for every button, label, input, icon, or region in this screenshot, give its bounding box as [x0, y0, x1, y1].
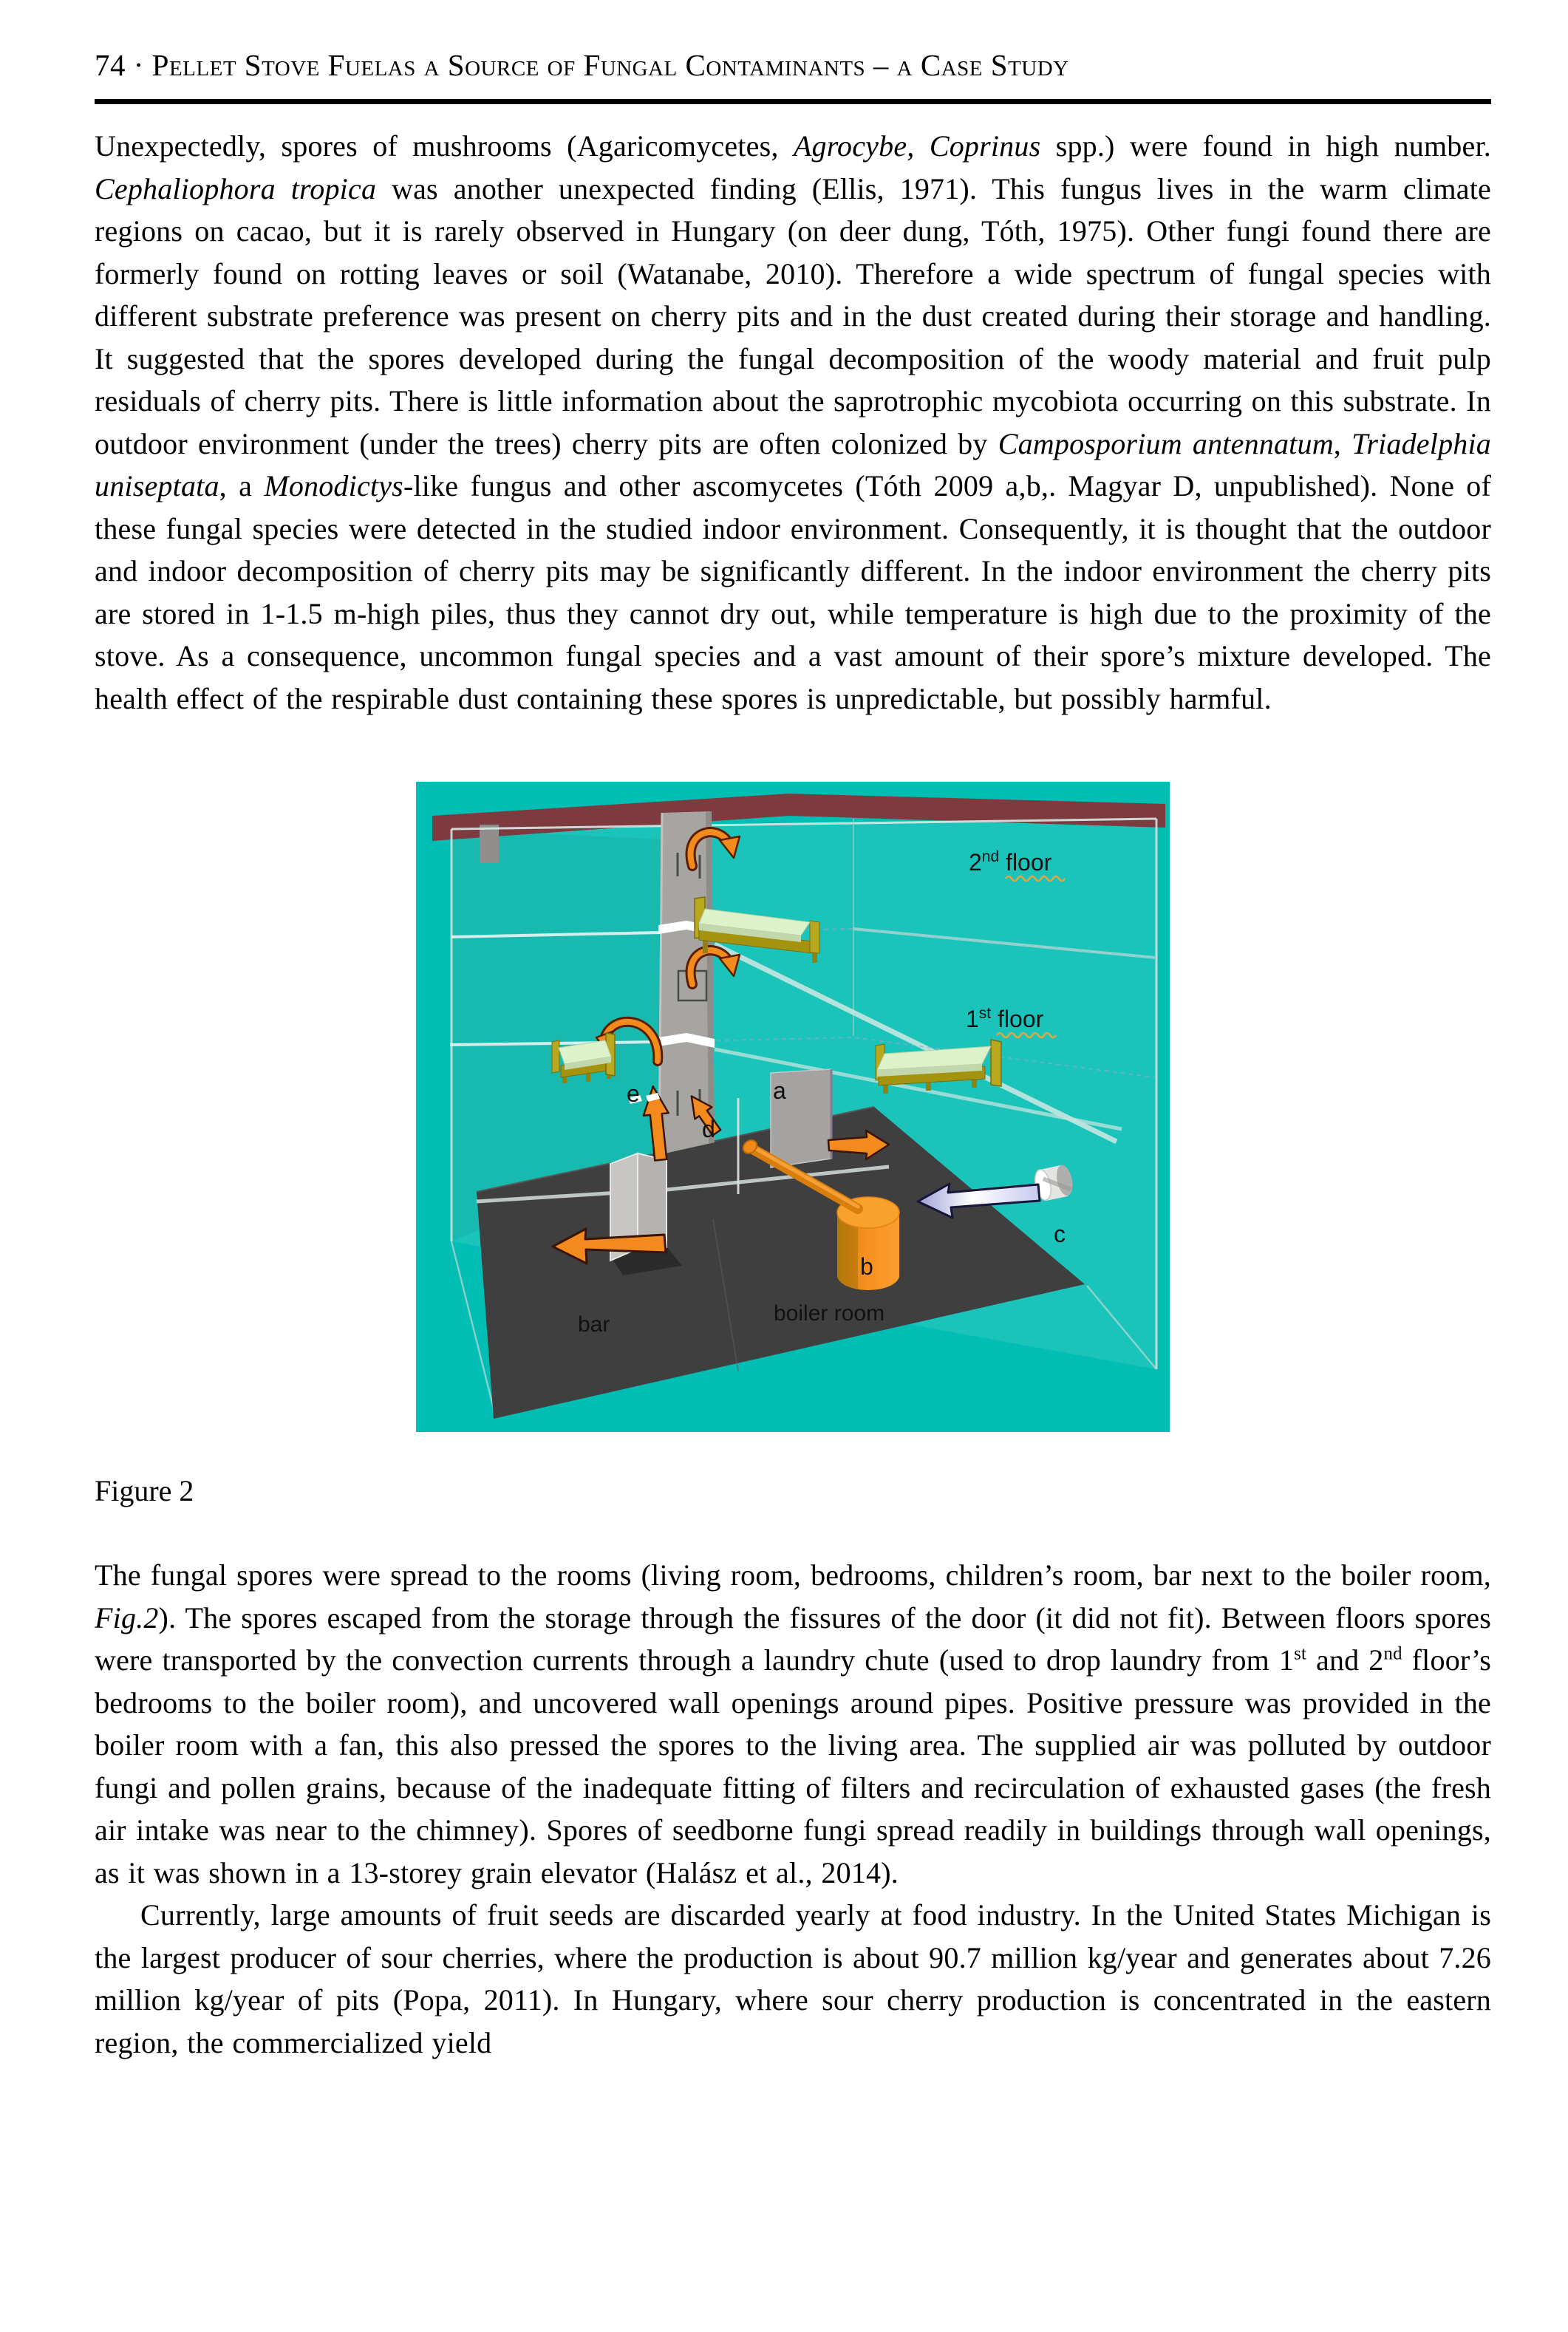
label-d: d: [702, 1116, 715, 1142]
figure-2-illustration: [416, 782, 1170, 1432]
figure-caption: Figure 2: [95, 1474, 194, 1507]
paragraph-2: The fungal spores were spread to the rooms (living room, bedrooms, children’s room, bar next to the boiler room, Fig.2). The spores escaped from the storage through the fissures of the door (it did not fit). Between floors spores were transported by the convection currents through a laundry chute (used to drop laundry from 1st and 2nd floor’s bedrooms to the boiler room), and uncovered wall openings around pipes. Positive pressure was provided in the boiler room with a fan, this also pressed the spores to the living area. The supplied air was polluted by outdoor fungi and pollen grains, because of the inadequate fitting of filters and recirculation of exhausted gases (the fresh air intake was near to the chimney). Spores of seedborne fungi spread readily in buildings through wall openings, as it was shown in a 13-storey grain elevator (Halász et al., 2014).: [95, 1558, 1491, 1889]
label-a: a: [773, 1077, 786, 1104]
label-1st-floor: 1st floor: [966, 1005, 1044, 1032]
label-b: b: [860, 1253, 873, 1280]
label-c: c: [1054, 1221, 1066, 1247]
label-2nd-floor: 2nd floor: [969, 848, 1052, 876]
figure-2: [416, 782, 1170, 1432]
paragraph-3: Currently, large amounts of fruit seeds are discarded yearly at food industry. In the United States Michigan is the largest producer of sour cherries, where the production is about 90.7 million kg/year and generates about 7.26 million kg/year of pits (Popa, 2011). In Hungary, where sour cherry production is concentrated in the eastern region, the commercialized yield: [95, 1898, 1491, 2059]
label-boiler-room: boiler room: [774, 1301, 885, 1326]
running-header: 74 · Pellet Stove Fuelas a Source of Fungal Contaminants – a Case Study: [95, 48, 1069, 82]
header-rule: [95, 99, 1491, 104]
label-e: e: [627, 1080, 640, 1107]
paragraph-1: Unexpectedly, spores of mushrooms (Agaricomycetes, Agrocybe, Coprinus spp.) were found in high number. Cephaliophora tropica was another unexpected finding (Ellis, 1971). This fungus lives in the warm climate regions on cacao, but it is rarely observed in Hungary (on deer dung, Tóth, 1975). Other fungi found there are formerly found on rotting leaves or soil (Watanabe, 2010). Therefore a wide spectrum of fungal species with different substrate preference was present on cherry pits and in the dust created during their storage and handling. It suggested that the spores developed during the fungal decomposition of the woody material and fruit pulp residuals of cherry pits. There is little information about the saprotrophic mycobiota occurring on this substrate. In outdoor environment (under the trees) cherry pits are often colonized by Camposporium antennatum, Triadelphia uniseptata, a Monodictys-like fungus and other ascomycetes (Tóth 2009 a,b,. Magyar D, unpublished). None of these fungal species were detected in the studied indoor environment. Consequently, it is thought that the outdoor and indoor decomposition of cherry pits may be significantly different. In the indoor environment the cherry pits are stored in 1-1.5 m-high piles, thus they cannot dry out, while temperature is high due to the proximity of the stove. As a consequence, uncommon fungal species and a vast amount of their spore’s mixture developed. The health effect of the respirable dust containing these spores is unpredictable, but possibly harmful.: [95, 129, 1491, 715]
label-bar: bar: [578, 1312, 610, 1337]
chimney-stub: [480, 825, 499, 863]
